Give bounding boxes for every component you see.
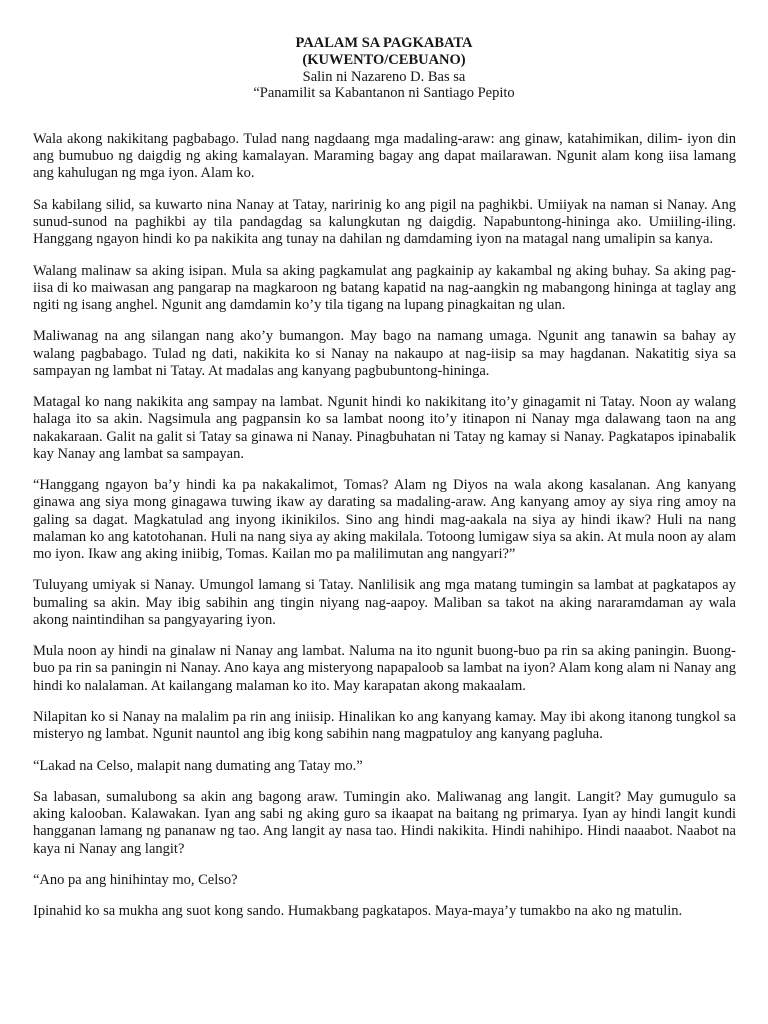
paragraph: “Lakad na Celso, malapit nang dumating ang Tatay mo.” [33,757,363,774]
paragraph: Walang malinaw sa aking isipan. Mula sa aking pagkamulat ang pagkainip ay kakambal ng aking buhay. Sa aking pag-iisa di ko maiwasan ang pangarap na magkaroon ng batang kapatid na nag-aangkin ng mabangong hininga at taglay ang ngiti ng isang anghel. Ngunit ang damdamin ko’y tila tigang na lupang pinagkaitan ng ulan. [33,262,736,313]
paragraph: Sa labasan, sumalubong sa akin ang bagong araw. Tumingin ako. Maliwanag ang langit. Langit? May gumugulo sa aking kalooban. Kalawakan. Iyan ang sabi ng aking guro sa ikaapat na baitang ng primarya. Iyan ay hindi langit kundi hangganan lamang ng pananaw ng tao. Ang langit ay nasa tao. Hindi nakikita. Hindi nahihipo. Hindi naaabot. Naabot na kaya ni Nanay ang langit? [33,788,736,857]
source-line: “Panamilit sa Kabantanon ni Santiago Pepito [253,85,515,102]
paragraph: Ipinahid ko sa mukha ang suot kong sando. Humakbang pagkatapos. Maya-maya’y tumakbo na ako ng matulin. [33,903,683,920]
story-title: PAALAM SA PAGKABATA [295,35,473,51]
paragraph: Matagal ko nang nakikita ang sampay na lambat. Ngunit hindi ko nakikitang ito’y ginagamit ni Tatay. Noon ay walang halaga ito sa akin. Nagsimula ang pagpansin ko sa lambat noong ito’y itinapon ni Nanay mga dalawang taon na ang nakakaraan. Galit na galit si Tatay sa ginawa ni Nanay. Pinagbuhatan ni Tatay ng kamay si Nanay. Pagkatapos ipinabalik kay Nanay ang lambat sa sampayan. [33,394,736,462]
paragraph: Maliwanag na ang silangan nang ako’y bumangon. May bago na namang umaga. Ngunit ang tanawin sa bahay ay walang pagbabago. Tulad ng dati, nakikita ko si Nanay na nakaupo at nag-iisip sa may hagdanan. Nakatitig siya sa sampayan ng lambat ni Tatay. At madalas ang kanyang pagbubuntong-hininga. [33,328,736,379]
title-block [0,35,768,102]
paragraph: “Ano pa ang hinihintay mo, Celso? [33,871,238,888]
translator-line: Salin ni Nazareno D. Bas sa [302,68,466,85]
paragraph: Sa kabilang silid, sa kuwarto nina Nanay at Tatay, naririnig ko ang pigil na paghikbi. Umiiyak na naman si Nanay. Ang sunud-sunod na paghikbi ay tila pandagdag sa kalungkutan ng daigdig. Napabuntong-hininga ako. Umiiling-iling. Hanggang ngayon hindi ko pa nakikita ang tunay na dahilan ng damdaming iyon na matagal nang umalipin sa kanya. [33,196,736,248]
paragraph: Nilapitan ko si Nanay na malalim pa rin ang iniisip. Hinalikan ko ang kanyang kamay. May ibi akong itanong tungkol sa misteryo ng lambat. Ngunit nauntol ang ibig kong sabihin nang magpatuloy ang kanyang pagluha. [33,708,736,743]
story-body [33,131,736,935]
paragraph: Mula noon ay hindi na ginalaw ni Nanay ang lambat. Naluma na ito ngunit buong-buo pa rin sa aking paningin. Buong-buo pa rin sa paningin ni Nanay. Ano kaya ang misteryong napapaloob sa lambat na iyon? Alam kong alam ni Nanay ang hindi ko nalalaman. At kailangang malaman ko ito. May karapatan akong makaalam. [33,643,736,694]
paragraph: “Hanggang ngayon ba’y hindi ka pa nakakalimot, Tomas? Alam ng Diyos na wala akong kasalanan. Ang kanyang ginawa ang siya mong ginagawa tuwing ikaw ay darating sa madaling-araw. Ang kanyang amoy ay siya ring amoy na galing sa dagat. Magkatulad ang inyong ikinikilos. Sino ang hindi mag-aakala na siya ay hindi ikaw? Huli na nang malaman ko ang katotohanan. Huli na nang siya ay aking makilala. Totoong lumigaw siya sa akin. At mula noon ay alam mo iyon. Ikaw ang aking iniibig, Tomas. Kailan mo pa malilimutan ang nangyari?” [33,477,736,562]
story-subtitle: (KUWENTO/CEBUANO) [302,51,466,68]
paragraph: Wala akong nakikitang pagbabago. Tulad nang nagdaang mga madaling-araw: ang ginaw, katahimikan, dilim- iyon din ang bumubuo ng daigdig ng aking kamalayan. Maraming bagay ang dapat mailarawan. Ngunit alam kong iisa lamang ang kahulugan ng mga iyon. Alam ko. [33,131,736,182]
paragraph: Tuluyang umiyak si Nanay. Umungol lamang si Tatay. Nanlilisik ang mga matang tumingin sa lambat at pagkatapos ay bumaling sa akin. May ibig sabihin ang tingin niyang nag-aapoy. Maliban sa takot na aking nararamdaman ay wala akong naintindihan sa pangyayaring iyon. [33,577,736,628]
